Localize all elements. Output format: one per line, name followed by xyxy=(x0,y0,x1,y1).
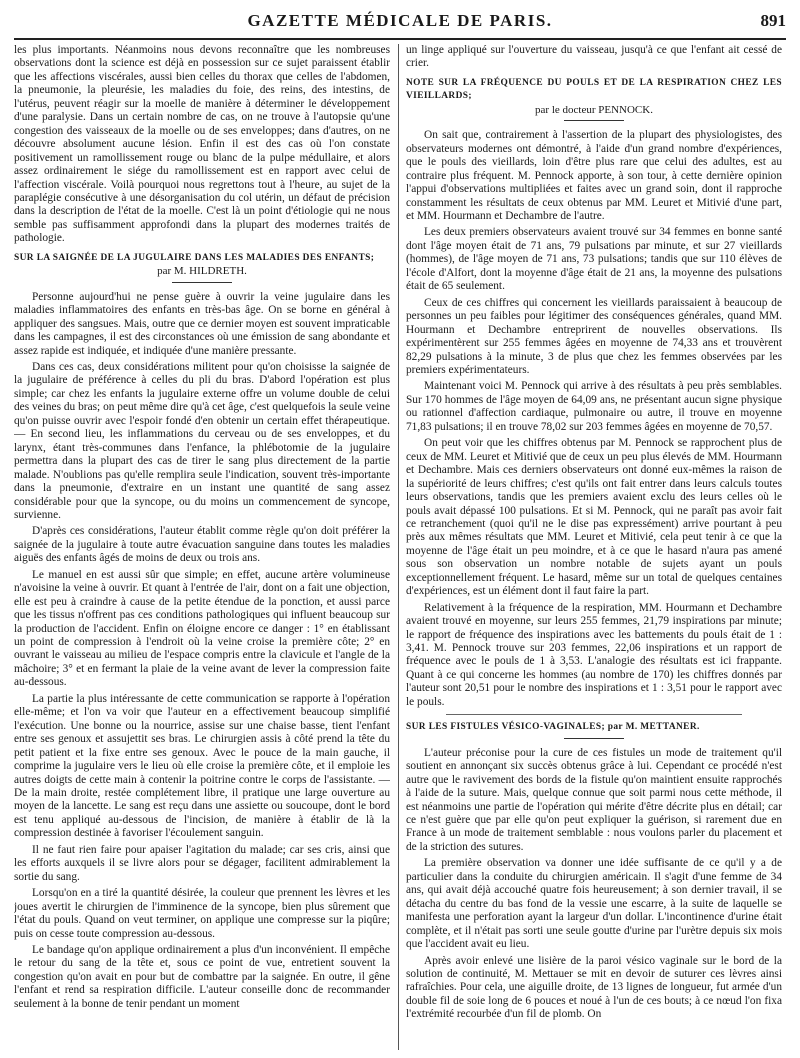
paragraph: L'auteur préconise pour la cure de ces fistules un mode de traitement qu'il soutient en annonçant six succès obtenus grâce à lui. Cependant ce procédé n'est autre que le ravivement des bords de la fistule qu'on maintient ensuite rapprochés à l'aide de la suture. Mais, quelque connue que soit parmi nous cette méthode, il est néanmoins une partie de l'opération qui mérite d'être décrite plus en détail; car ce n'est guère que par elle qu'on peut expliquer la guérison, si rarement due en France à un mode de traitement semblable : nous voulons parler du placement et de la striction des sutures. xyxy=(406,746,782,853)
section-heading-pouls xyxy=(406,77,782,121)
section-heading-jugulaire xyxy=(14,252,390,283)
paragraph: On peut voir que les chiffres obtenus par M. Pennock se rapprochent plus de ceux de MM. Leuret et Mitivié que de ceux un peu plus élevés de MM. Hourmann et Dechambre. Mais ces derniers observateurs ont donné eux-mêmes la raison de la supériorité de leurs chiffres; c'est qu'ils ont fait entrer dans leurs calculs toutes leurs observations, tandis que les premiers avaient exclu des leurs celles où le pouls avait dépassé 100 pulsations. Et si M. Pennock, qui ne paraît pas avoir fait ce retranchement (quoi qu'il ne le dise pas expressément) arrive pourtant à peu près aux mêmes résultats que MM. Leuret et Mitivié, cela peut tenir à ce que la moyenne de l'âge était un peu moindre, et à ce que le hasard n'aura pas amené sous son observation un nombre notable de sujets ayant un pouls exceptionnellement fréquent. Le hasard, même sur un total de quelques centaines d'expériences, est un élément dont il faut faire la part. xyxy=(406,437,782,598)
column-divider xyxy=(398,44,399,1050)
paragraph: Le manuel en est aussi sûr que simple; en effet, aucune artère volumineuse n'avoisine la veine à ouvrir. Et quant à l'entrée de l'air, dont on a fait une objection, elle est peu à craindre à cause de la petite étendue de la ponction, et aussi parce que les tissus n'offrent pas ces conditions pathologiques qui influent beaucoup sur la production de l'accident. Enfin on éloigne encore ce danger : 1° en établissant un point de compression à l'endroit où la veine croise la première côte; 2° en ouvrant le vaisseau au milieu de l'espace compris entre la clavicule et l'angle de la mâchoire; 3° et en fermant la plaie de la veine avant de lever la compression faite au-dessous. xyxy=(14,568,390,689)
section-rule xyxy=(446,714,742,715)
heading-separator xyxy=(172,282,232,283)
page-header xyxy=(14,10,786,40)
heading-separator xyxy=(564,738,624,739)
paragraph: les plus importants. Néanmoins nous devons reconnaître que les nombreuses observations dont la science est déjà en possession sur ce sujet paraissent établir que les affections viscérales, aussi bien celles du thorax que celles de l'abdomen, la pneumonie, la pleurésie, les maladies du foie, des reins, des intestins, de l'utérus, peuvent réagir sur la moelle de manière à déterminer le développement d'une paralysie. Dans un certain nombre de cas, on ne trouve à l'autopsie qu'une congestion des vaisseaux de la moelle ou de ses enveloppes; dans d'autres, on ne découvre absolument aucune lésion. Enfin il est des cas où l'on constate positivement un ramollissement rouge ou blanc de la pulpe médullaire, et alors assez ordinairement le siége du ramollissement est en rapport avec celui de l'affection viscérale. Voilà pourquoi nous regrettons tout à l'heure, au sujet de la paraplégie consécutive à une désorganisation du col utérin, un défaut de précision dans la description de l'état de la moelle. C'est là un point d'étiologie qui ne nous semble pas suffisamment approfondi dans la plupart des modernes traités de pathologie. xyxy=(14,44,390,245)
journal-title: GAZETTE MÉDICALE DE PARIS. xyxy=(247,11,553,30)
newspaper-page xyxy=(14,10,786,1050)
paragraph: Lorsqu'on en a tiré la quantité désirée, la couleur que prennent les lèvres et les joues avertit le chirurgien de l'imminence de la syncope, bien plus sûrement que l'état du pouls. Quand on veut terminer, on applique une compresse sur la piqûre; puis on cesse toute compression au-dessous. xyxy=(14,887,390,940)
section-heading-fistules xyxy=(406,721,782,738)
paragraph: Ceux de ces chiffres qui concernent les vieillards paraissaient à beaucoup de personnes un peu faibles pour légitimer des conséquences générales, quand MM. Hourmann et Dechambre entreprirent de nouvelles observations. Ils expérimentèrent sur 255 femmes âgées en moyenne de 74,33 ans et trouvèrent 82,29 pulsations à la minute, 3 de plus que chez les femmes observées par les premiers expérimentateurs. xyxy=(406,296,782,376)
paragraph: On sait que, contrairement à l'assertion de la plupart des physiologistes, des observateurs modernes ont démontré, à l'aide d'un grand nombre d'expériences, que le pouls des vieillards, loin d'être plus rare que celui des adultes, est au contraire plus fréquent. M. Pennock apporte, à son tour, à cette dernière opinion l'appui d'observations multipliées et faites avec un grand soin, dont il rapproche constamment les résultats de ceux obtenus par MM. Leuret et Mitivié d'une part, et MM. Hourmann et Dechambre de l'autre. xyxy=(406,129,782,222)
paragraph: Relativement à la fréquence de la respiration, MM. Hourmann et Dechambre avaient trouvé en moyenne, sur leurs 255 femmes, 21,79 inspirations par minute; le rapport de fréquence des inspirations avec les battements du pouls était de 1 : 3,41. M. Pennock trouve sur 203 femmes, 22,06 inspirations et un rapport de fréquence avec le pouls de 1 à 3,53. L'analogie des résultats est ici frappante. Quant à ce qui concerne les hommes (au nombre de 170) les chiffres donnés par l'auteur sont 20,51 pour le nombre des inspirations et 1 : 3,51 pour le rapport avec le pouls. xyxy=(406,601,782,708)
paragraph: Personne aujourd'hui ne pense guère à ouvrir la veine jugulaire dans les maladies inflammatoires des enfants en très-bas âge. On se borne en général à appliquer des sangsues. Mais, outre que ce dernier moyen est souvent impraticable dans les campagnes, il est des circonstances où une émission de sang abondante et assez rapide est indiquée, et indiquée d'une manière pressante. xyxy=(14,290,390,357)
right-column xyxy=(406,44,782,1050)
paragraph: Après avoir enlevé une lisière de la paroi vésico vaginale sur le bord de la solution de continuité, M. Mettauer se mit en devoir de suturer ces lèvres ainsi rafraîchies. Pour cela, une aiguille droite, de 13 lignes de longueur, fut armée d'un double fil de soie long de 6 pouces et noué à l'un de ces bouts; à ce nœud l'on fixa l'extrémité recourbée d'un fil de plomb. On xyxy=(406,954,782,1021)
paragraph: La première observation va donner une idée suffisante de ce qu'il y a de particulier dans la conduite du chirurgien américain. Il s'agit d'une femme de 34 ans, qui avait déjà accouché quatre fois heureusement; à son dernier travail, il se détacha du centre du bas fond de la vessie une escarre, à la suite de laquelle se manifesta une perforation ayant la largeur d'un dollar. L'incontinence d'urine était complète, et il n'était pas sorti une seule goutte d'urine par l'urètre depuis six mois que l'accident avait eu lieu. xyxy=(406,857,782,951)
section-title: SUR LA SAIGNÉE DE LA JUGULAIRE DANS LES MALADIES DES ENFANTS; xyxy=(14,252,375,263)
paragraph: Maintenant voici M. Pennock qui arrive à des résultats à peu près semblables. Sur 170 hommes de l'âge moyen de 64,09 ans, ne présentant aucun signe physique ou rationnel d'affection cardiaque, pulmonaire ou autre, il trouve en moyenne 71,83 pulsations; il en trouve 78,02 sur 203 femmes âgées en moyenne de 70,57. xyxy=(406,380,782,433)
section-title: SUR LES FISTULES VÉSICO-VAGINALES; par M. METTANER. xyxy=(406,722,700,733)
paragraph: un linge appliqué sur l'ouverture du vaisseau, jusqu'à ce que l'enfant ait cessé de crier. xyxy=(406,44,782,70)
paragraph: Le bandage qu'on applique ordinairement a plus d'un inconvénient. Il empêche le retour du sang de la tête et, sous ce point de vue, entretient souvent la congestion qu'on avait en pour but de combattre par la saignée. En outre, il gêne l'enfant et rend sa respiration difficile. L'auteur conseille donc de recommander seulement à la bonne de tenir pendant un moment xyxy=(14,944,390,1010)
section-title: NOTE SUR LA FRÉQUENCE DU POULS ET DE LA RESPIRATION CHEZ LES VIEILLARDS; xyxy=(406,77,782,102)
paragraph: D'après ces considérations, l'auteur établit comme règle qu'on doit préférer la saignée de la jugulaire à toute autre évacuation sanguine dans toutes les maladies aiguës des enfants âgés de moins de deux ou trois ans. xyxy=(14,525,390,565)
page-number: 891 xyxy=(760,11,786,30)
paragraph: Les deux premiers observateurs avaient trouvé sur 34 femmes en bonne santé dont l'âge moyen était de 71 ans, 79 pulsations par minute, et sur 27 vieillards (hommes), de l'âge moyen de 71 ans, 73 pulsations; tandis que sur 110 élèves de l'école d'Alfort, dont la moyenne d'âge était de 21 ans, la moyenne des pulsations était de 65 seulement. xyxy=(406,226,782,293)
heading-separator xyxy=(564,120,624,121)
paragraph: Il ne faut rien faire pour apaiser l'agitation du malade; car ses cris, ainsi que les efforts auxquels il se livre alors pour se dégager, facilitent admirablement la sortie du sang. xyxy=(14,843,390,883)
text-columns xyxy=(14,44,786,1050)
section-author: par M. HILDRETH. xyxy=(157,265,247,278)
section-author: par le docteur PENNOCK. xyxy=(535,103,653,116)
paragraph: La partie la plus intéressante de cette communication se rapporte à l'opération elle-même; et l'on va voir que l'auteur en a effectivement beaucoup simplifié l'exécution. Une bonne ou la nourrice, assise sur une chaise basse, tient l'enfant entre ses genoux et assujettit ses bras. Le chirurgien assis à côté prend la tête du petit patient et la fixe entre ses genoux. Avec le pouce de la main gauche, il comprime la jugulaire vers le lieu où elle croise la première côte, et il emploie les autres doigts de cette main à contenir la poitrine contre le corps de l'assistante. — De la main droite, restée complétement libre, il pratique une large ouverture au moyen de la lancette. Le sang est reçu dans une assiette ou soucoupe, dont le bord est tenu appliqué au-dessous de l'incision, de manière à établir de là la compression destinée à favoriser l'écoulement sanguin. xyxy=(14,692,390,840)
paragraph: Dans ces cas, deux considérations militent pour qu'on choisisse la saignée de la jugulaire de préférence à celles du pli du bras. D'abord l'opération est plus simple; car chez les enfants la jugulaire externe offre un volume double de celui des veines du bras; on peut même dire qu'à cet âge, c'est quelquefois la seule veine qu'on puisse ouvrir avec l'espoir fondé d'en obtenir un certain effet thérapeutique. — En second lieu, les inflammations du cerveau ou de ses enveloppes, et du larynx, étant très-communes dans l'enfance, la phlébotomie de la jugulaire permettra dans la plupart des cas de tirer le sang plus directement de la partie malade. N'oublions pas qu'elle remplira seule l'indication, souvent très-importante dans la pneumonie, d'extraire en un instant une quantité de sang assez considérable pour que la syncope, ou du moins un commencement de syncope, survienne. xyxy=(14,360,390,521)
left-column xyxy=(14,44,390,1050)
